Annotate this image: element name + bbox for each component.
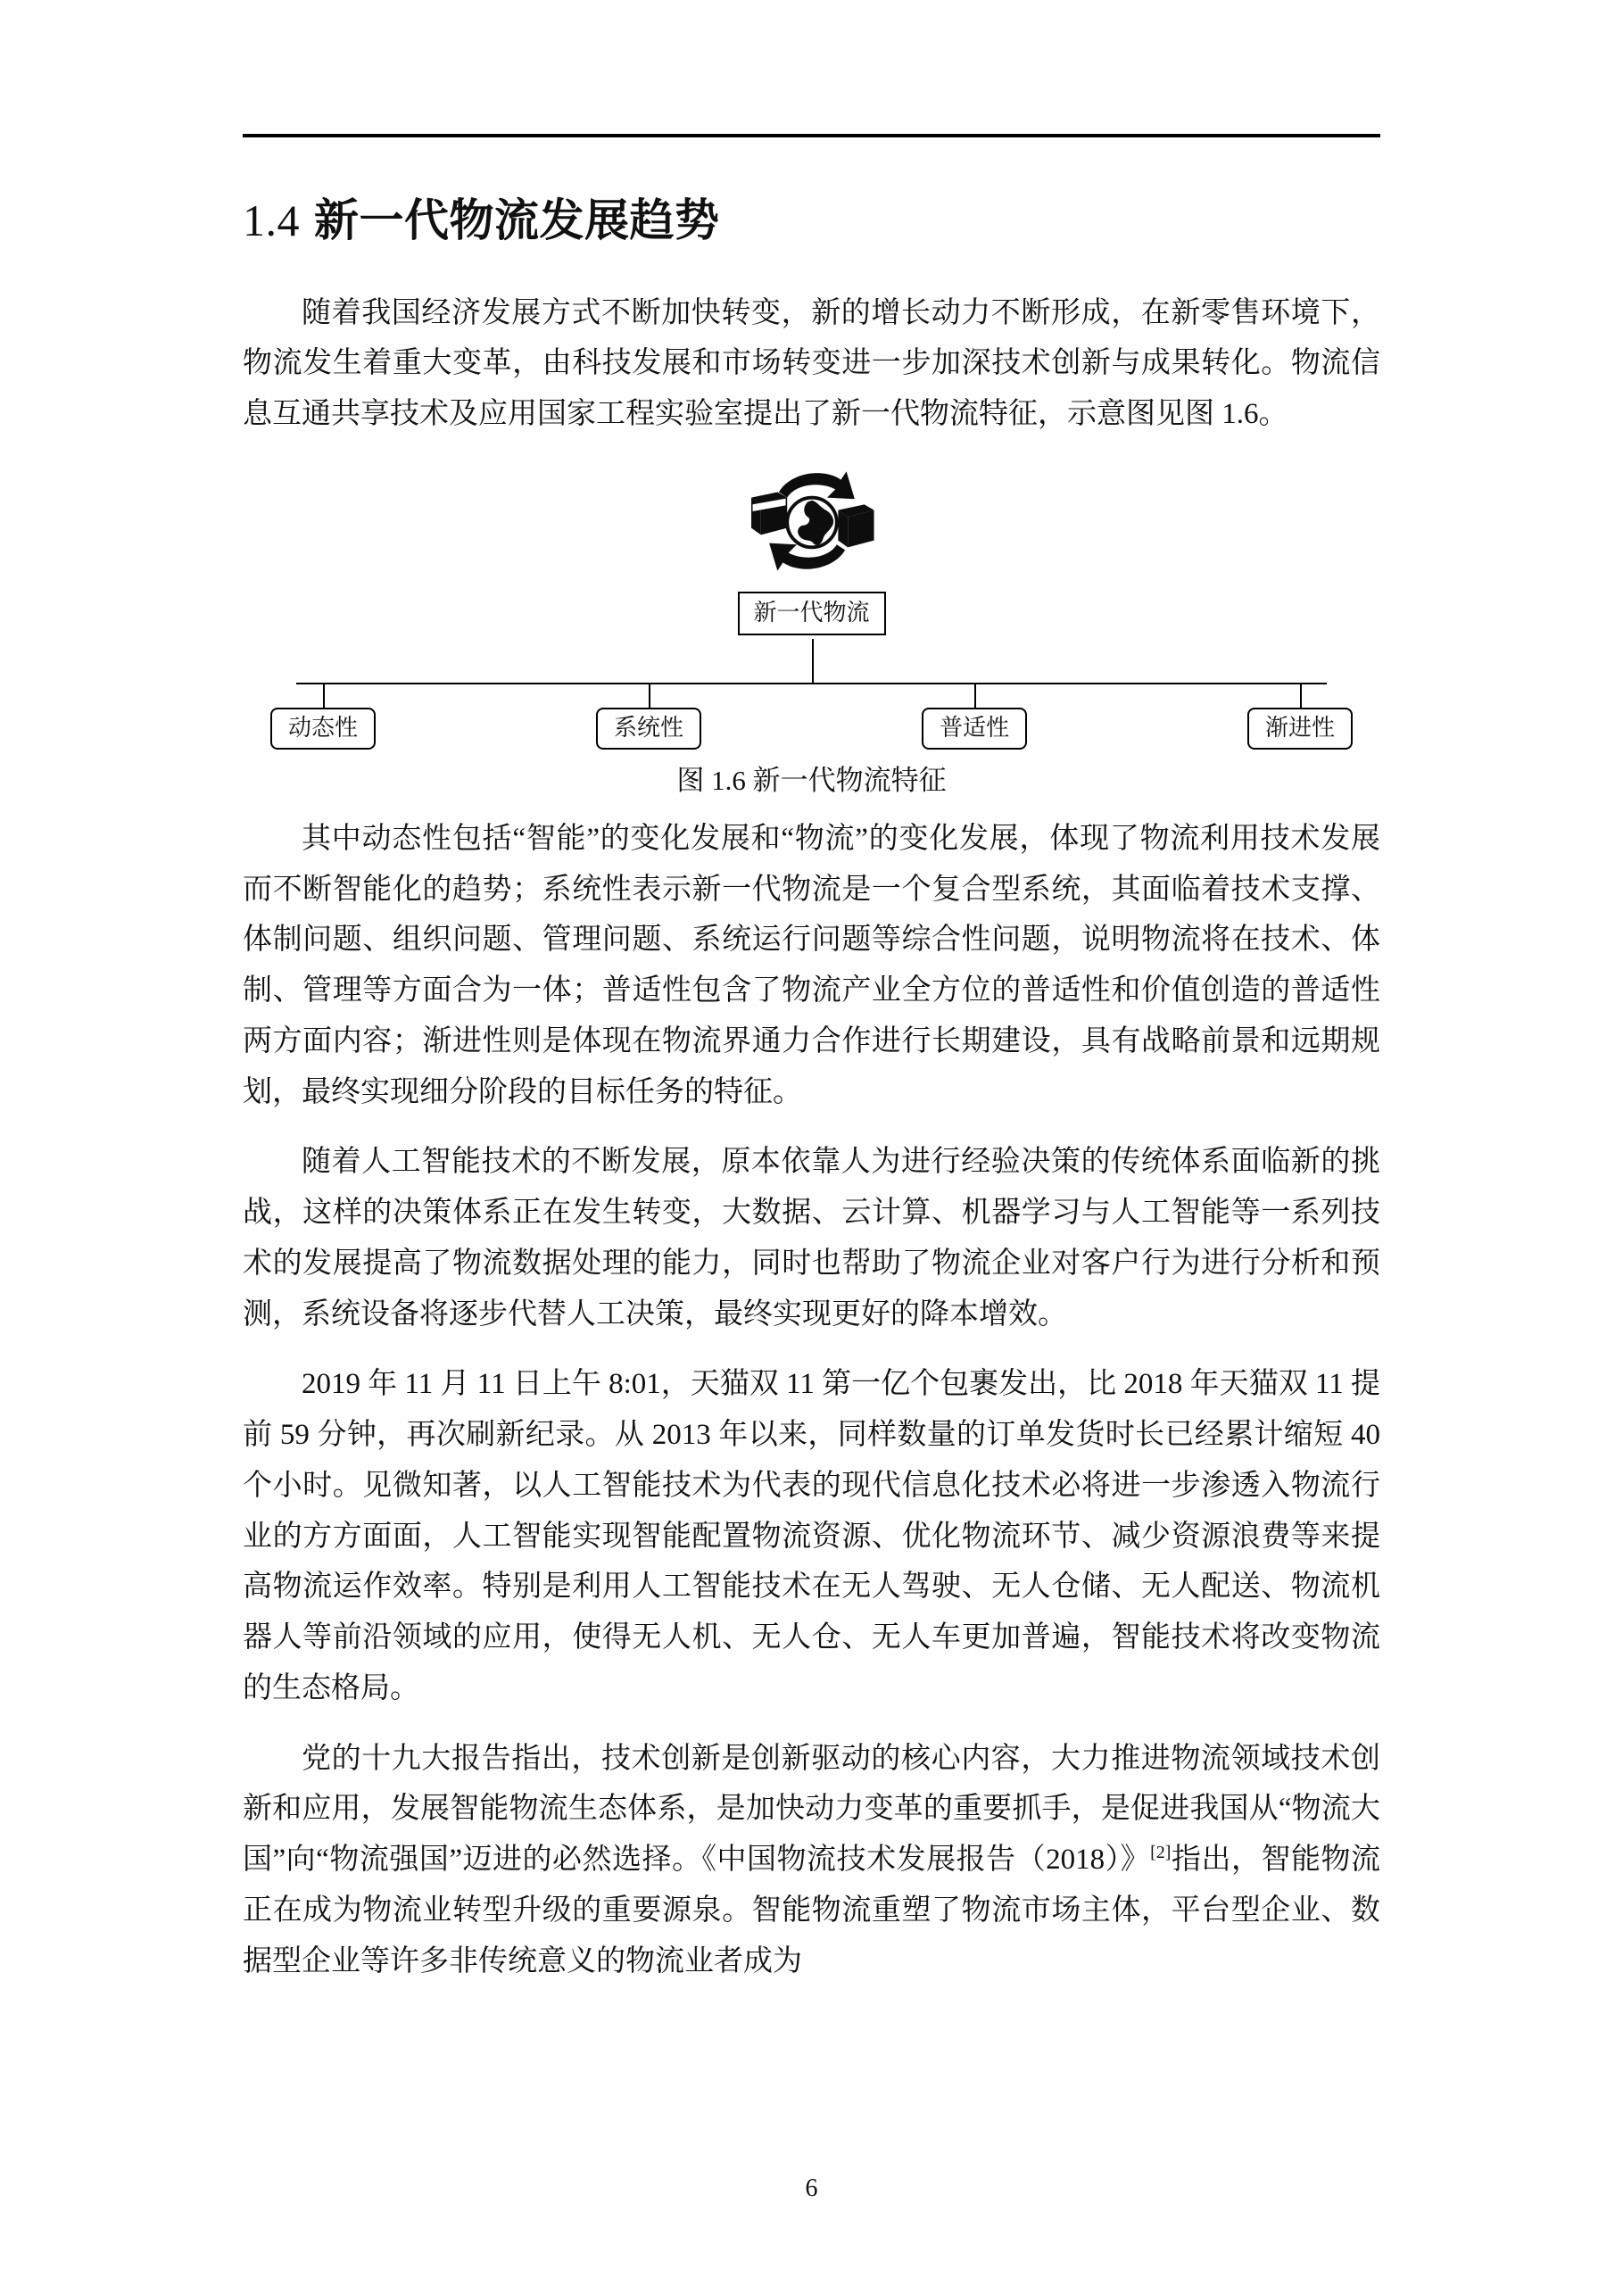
paragraph-3: 随着人工智能技术的不断发展，原本依靠人为进行经验决策的传统体系面临新的挑战，这样的决策体系正在发生转变，大数据、云计算、机器学习与人工智能等一系列技术的发展提高了物流数据处理的能力，同时也帮助了物流企业对客户行为进行分析和预测，系统设备将逐步代替人工决策，最终实现更好的降本增效。 [243,1146,1380,1330]
paragraph-5-part-2: 指出，智能物流正在成为物流业转型升级的重要源泉。智能物流重塑了物流市场主体，平台型企业、数据型企业等许多非传统意义的物流业者成为 [243,1844,1380,1977]
page-number: 6 [805,2175,818,2202]
logistics-globe-boxes-icon [736,467,888,578]
citation-ref-2: [2] [1150,1843,1172,1862]
diagram-connector-vertical [812,639,814,684]
section-number: 1.4 [243,195,300,245]
diagram-leaf-row [243,683,1380,750]
paragraph-4: 2019 年 11 月 11 日上午 8:01，天猫双 11 第一亿个包裹发出，比 2018 年天猫双 11 提前 59 分钟，再次刷新纪录。从 2013 年以来，同样数量的订单发货时长已经累计缩短 40 个小时。见微知著，以人工智能技术为代表的现代信息化技术必将进一步渗透入物流行业的方方面面，人工智能实现智能配置物流资源、优化物流环节、减少资源浪费等来提高物流运作效率。特别是利用人工智能技术在无人驾驶、无人仓储、无人配送、物流机器人等前沿领域的应用，使得无人机、无人仓、无人车更加普遍，智能技术将改变物流的生态格局。 [243,1368,1380,1704]
diagram-node-universal: 普适性 [922,708,1027,750]
figure-caption: 图 1.6 新一代物流特征 [676,764,947,796]
diagram-leaf-stem [974,683,976,708]
paragraph-5-part-1: 党的十九大报告指出，技术创新是创新驱动的核心内容，大力推进物流领域技术创新和应用，发展智能物流生态体系，是加快动力变革的重要抓手，是促进我国从“物流大国”向“物流强国”迈进的必然选择。《中国物流技术发展报告（2018）》 [243,1742,1380,1876]
paragraph-1: 随着我国经济发展方式不断加快转变，新的增长动力不断形成，在新零售环境下，物流发生着重大变革，由科技发展和市场转变进一步加深技术创新与成果转化。物流信息互通共享技术及应用国家工程实验室提出了新一代物流特征，示意图见图 1.6。 [243,296,1380,430]
diagram-node-systemic: 系统性 [596,708,701,750]
figure-1-6 [243,467,1380,798]
diagram-leaf-wrap [255,683,391,750]
diagram-node-dynamic: 动态性 [270,708,376,750]
diagram-node-root: 新一代物流 [737,592,885,635]
paragraph-5 [243,1734,1380,1987]
diagram-leaf-stem [649,683,650,708]
paragraph-2: 其中动态性包括“智能”的变化发展和“物流”的变化发展，体现了物流利用技术发展而不断智能化的趋势；系统性表示新一代物流是一个复合型系统，其面临着技术支撑、体制问题、组织问题、管理问题、系统运行问题等综合性问题，说明物流将在技术、体制、管理等方面合为一体；普适性包含了物流产业全方位的普适性和价值创造的普适性两方面内容；渐进性则是体现在物流界通力合作进行长期建设，具有战略前景和远期规划，最终实现细分阶段的目标任务的特征。 [243,822,1380,1108]
figure-diagram [243,467,1380,743]
diagram-leaf-wrap [907,683,1042,750]
section-title-text: 新一代物流发展趋势 [314,195,720,245]
diagram-leaf-wrap [1232,683,1368,750]
page-content [243,134,1380,2006]
diagram-leaf-wrap [581,683,716,750]
diagram-node-progressive: 渐进性 [1247,708,1353,750]
header-rule [243,134,1380,137]
page-title [243,193,1380,249]
diagram-leaf-stem [1300,683,1302,708]
diagram-leaf-stem [323,683,325,708]
